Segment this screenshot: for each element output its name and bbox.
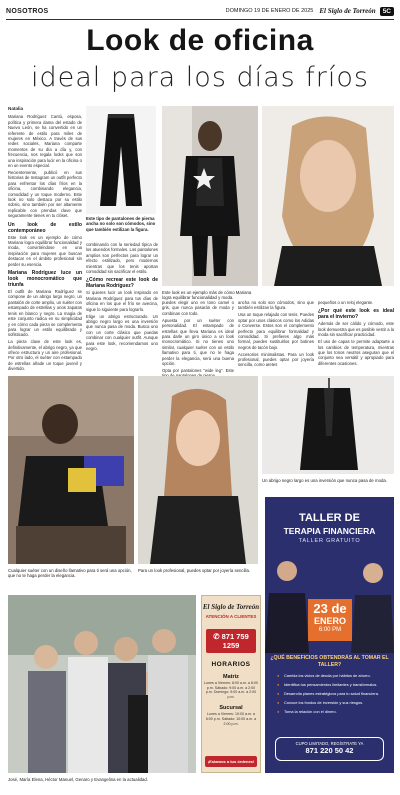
ad-day: 23 de — [313, 601, 347, 616]
article-column-4 — [238, 300, 314, 372]
ad-sucursal-hours: Lunes a Viernes: 10:00 a.m. a 6:00 p.m. Sábado: 10:00 a.m. a 2:00 p.m. — [205, 712, 257, 726]
coat-photo — [262, 376, 394, 474]
page-number: 5C — [380, 7, 394, 16]
pants-photo — [86, 106, 156, 214]
ad-cupo-label: CUPO LIMITADO, REGÍSTRATE YA — [295, 741, 364, 746]
paragraph: El uso de capas te permite adaptarte a los cambios de temperatura, mientras que los tonos neutros aseguran que el conjunto sea versátil y apropiado para diferentes ocasiones. — [318, 339, 394, 366]
paragraph: pequeños o un reloj elegante. — [318, 300, 374, 305]
caption-pants: Este tipo de pantalones de pierna ancha no solo son cómodos, sino que también estilizan la figura. — [86, 216, 156, 232]
paragraph: Recientemente, publicó en sus historias de Instagram un outfit perfecto para enfrentar los días fríos en la oficina, combinando elegancia, comodidad y un toque moderno. Este look no solo destaca por su estilo sobrio, sino también por ser altamente replicable con prendas clave que seguramente tienes en tu clóset. — [8, 169, 82, 219]
ad-registration-box — [275, 737, 384, 761]
paragraph: La pieza clave de este look es, definitivamente, el abrigo negro, ya que ofrece estructura y un aire profesional. Por otro lado, el suéter con estampado de estrellas añade un toque juvenil y divertido. — [8, 339, 82, 372]
ad-time: 6:00 PM — [318, 627, 342, 633]
section-name: NOSOTROS — [6, 7, 49, 15]
ad-month: ENERO — [313, 616, 346, 626]
paragraph: Accesorios minimalistas. Para un look profesional, puedes optar por joyería sencilla, como aretes — [238, 351, 314, 368]
list-item: ● Cambia los vicios de deuda por hábitos de ahorro. — [277, 673, 388, 678]
ad-logo: El Siglo de Torreón — [202, 603, 260, 611]
ad-attention-label: ATENCIÓN A CLIENTES — [205, 614, 257, 619]
paragraph: Además de ser cálido y cómodo, este look demuestra que es posible vestir a la moda sin sacrificar practicidad. — [318, 321, 394, 338]
selfie-photo — [138, 376, 258, 564]
sweater-photo — [8, 376, 134, 564]
subheading: Mariana Rodríguez luce un look monocromático que triunfa — [8, 270, 82, 289]
paragraph: Este look es un ejemplo de cómo Mariana logra equilibrar funcionalidad y moda, convirtiéndose en una inspiración para mujeres que buscan destacar en el ámbito profesional sin perder su esencia. — [8, 234, 82, 267]
ad-matriz: Matriz — [223, 674, 239, 680]
subheading: Un look de estilo contemporáneo — [8, 221, 82, 234]
paragraph: Usa un toque relajado con tenis. Puedes optar por unos clásicos como los Adidas o Converse. Estos son el complemento perfecto para equilibrar formalidad y comodidad. Si prefieres algo más formal, puedes sustituirlos por botines negros de tacón bajo. — [238, 312, 314, 350]
ad-date-box — [308, 599, 352, 641]
finance-workshop-ad — [265, 497, 394, 773]
article-column-3 — [162, 300, 234, 372]
list-item: ● Toma la relación con el dinero. — [277, 709, 388, 714]
paragraph: Apuesta por un suéter con personalidad. El estampado de estrellas que lleva Mariana es ideal para darle un giro único a un look monocromático. Si no tienes uno similar, cualquier suéter con un estilo llamativo para ti, que no le haga perder la elegancia, será una buena opción. — [162, 317, 234, 366]
caption-coat: Un abrigo negro largo es una inversión que nunca pasa de moda. — [262, 478, 387, 483]
caption-selfie: Para un look profesional, puedes optar por joyería sencilla. — [138, 568, 251, 573]
byline: Natalia — [8, 106, 24, 111]
paragraph: Si quieres lucir un look inspirado en Mariana Rodríguez para tus días de oficina en los que el frío se avecina, sigue lo siguiente para lograrlo. — [86, 290, 158, 312]
caption-family: José, María Elena, Héctor Manuel, Genaro y Evangelina en la actualidad. — [8, 777, 148, 782]
ad-benefits-list — [277, 673, 388, 718]
article-column-5 — [318, 300, 394, 372]
subheading: ¿Por qué este look es ideal para el invierno? — [318, 308, 394, 321]
paragraph: El outfit de Mariana Rodríguez se compone de un abrigo largo negro, un pantalón de corte amplio, un suéter con estampado de estrellas y unos zapatos tenis en blanco y negro. La magia de este conjunto radica en su simplicidad y en cómo cada pieza se complementa para lograr un estilo equilibrado y sofisticado. — [8, 289, 82, 338]
page-header — [6, 4, 394, 18]
ad-title-1: TALLER DE — [299, 512, 360, 524]
portrait-photo — [262, 106, 394, 286]
list-item: ● Identifica tus pensamientos limitantes y transfórmalos. — [277, 682, 388, 687]
ad-sucursal: Sucursal — [219, 705, 243, 712]
ad-question: ¿QUÉ BENEFICIOS OBTENDRÁS AL TOMAR EL TALLER? — [270, 655, 389, 668]
coat-look-photo — [162, 106, 258, 286]
list-item: ● Conoce los fondos de inversión y sus riesgos. — [277, 700, 388, 705]
paragraph: Mariana Rodríguez Cantú, esposa, política y primera dama del estado de Nuevo León, se ha convertido en un referente de estilo para miles de mujeres en México. A través de sus redes sociales, Mariana comparte momentos de su día a día y, con frecuencia, nos regala looks que son una inspiración para lucir en la oficina o en un evento especial. — [8, 114, 82, 169]
paragraph: ancha no solo son cómodos, sino que también estilizan la figura. — [238, 300, 314, 311]
headline-main: Look de oficina — [86, 24, 314, 57]
ad-matriz-hours: Lunes a Viernes: 8:00 a.m. a 8:00 p.m. Sábado: 9:00 a.m. a 2:00 p.m. Domingo: 9:00 a.m. a 2:00 p.m. — [204, 681, 258, 699]
ad-footer: ¡Estamos a tus órdenes! — [205, 756, 257, 767]
phone-icon: ✆ — [213, 632, 222, 641]
caption-sweater: Cualquier suéter con un diseño llamativo para ti será una opción, que no te haga perder la elegancia. — [8, 568, 132, 579]
paragraph: Elige un abrigo estructurado. Un abrigo negro largo es una inversión que nunca pasa de moda. Busca uno con un corte clásico que puedas combinar con cualquier outfit. Aunque para este look, recomendamos uno negro. — [86, 313, 158, 351]
header-rule — [6, 19, 394, 20]
ad-title-2: TERAPIA FINANCIERA — [283, 526, 376, 536]
issue-date: DOMINGO 19 DE ENERO DE 2025 — [225, 8, 314, 14]
caption-coat-look: Este look es un ejemplo más de cómo Mariana logra equilibrar funcionalidad y moda. — [162, 290, 252, 301]
family-photo — [8, 595, 196, 773]
paragraph: Opta por pantalones "wide leg". Este — [162, 367, 234, 373]
paragraph: combinando con la seriedad típica de los atuendos formales. Los pantalones amplios son perfectos para lograr un efecto estilizado, pero modernos mientras que los tenis aportan comodidad sin sacrificar el estilo. — [86, 242, 158, 275]
paragraph: puedes elegir uno en tono camel o gris, que nunca pasarán de moda y combinan con todo. — [162, 300, 234, 316]
list-item: ● Desarrolla planes estratégicos para tu salud financiera. — [277, 691, 388, 696]
customer-service-ad — [201, 595, 261, 773]
headline-sub: ideal para los días fríos — [31, 62, 369, 93]
ad-cupo-phone: 871 220 50 42 — [305, 746, 354, 755]
subheading: ¿Cómo recrear este look de Mariana Rodríguez? — [86, 277, 158, 290]
paper-logo: El Siglo de Torreón — [319, 7, 376, 15]
ad-subtitle: TALLER GRATUITO — [298, 538, 361, 544]
ad-hours-title: HORARIOS — [211, 661, 251, 668]
ad-phone: ✆ 871 759 1259 — [206, 629, 256, 653]
